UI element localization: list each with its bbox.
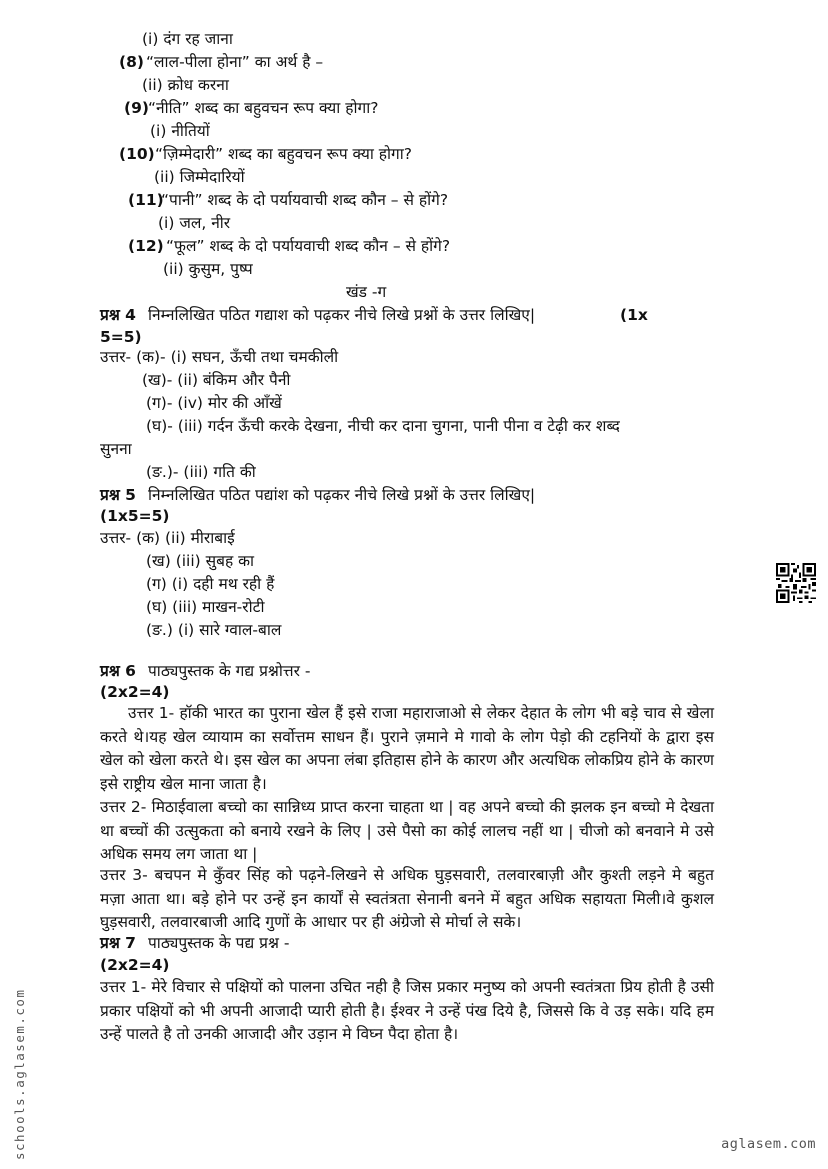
- answer-6-3: उत्तर 3- बचपन मे कुँवर सिंह को पढ़ने-लिखने से अधिक घुड़सवारी, तलवारबाज़ी और कुश्ती लड़ने मे बहुत मज़ा आता था। बड़े होने पर उन्हें इन कार्यों से स्वतंत्रता सेनानी बनने में बहुत अधिक सहायता मिली।वे कुशल घुड़सवारी, तलवारबाजी आदि गुणों के आधार पर ही अंग्रेजो से मोर्चा ले सके।: [100, 866, 714, 932]
- question-6-text: पाठ्यपुस्तक के गद्य प्रश्नोत्तर -: [148, 662, 311, 680]
- section-heading: खंड -ग: [346, 283, 387, 301]
- question-9-text: “नीति” शब्द का बहुवचन रूप क्या होगा?: [148, 99, 379, 117]
- question-8-text: “लाल-पीला होना” का अर्थ है –: [146, 53, 324, 71]
- answer-12: (ii) कुसुम, पुष्प: [163, 260, 253, 278]
- question-4-number: प्रश्न 4: [100, 306, 136, 324]
- question-4-marks-cont: 5=5): [100, 328, 142, 346]
- answer-6-2: उत्तर 2- मिठाईवाला बच्चो का सान्निध्य प्राप्त करना चाहता था | वह अपने बच्चो की झलक इन बच्चो मे देखता था बच्चों की उत्सुकता को बनाये रखने के लिए | उसे पैसो का कोई लालच नहीं था | चीजो को बनवाने मे उसे अधिक समय लग जाता था |: [100, 798, 714, 864]
- question-10-number: (10): [119, 145, 155, 163]
- answer-7-1: उत्तर 1- मेरे विचार से पक्षियों को पालना उचित नही है जिस प्रकार मनुष्य को अपनी स्वतंत्रता प्रिय होती है उसी प्रकार पक्षियों को भी अपनी आजादी प्यारी होती है। ईश्वर ने उन्हें पंख दिये है, जिससे कि वे उड़ सके। यदि हम उन्हें पालते है तो उनकी आजादी और उड़ान मे विघ्न पैदा होता है।: [100, 978, 714, 1044]
- question-12-number: (12): [128, 237, 164, 255]
- answer-9: (i) नीतियों: [150, 122, 210, 140]
- answer-4-nga: (ङ.)- (iii) गति की: [146, 463, 256, 481]
- answer-6-1: उत्तर 1- हॉकी भारत का पुराना खेल हैं इसे राजा महाराजाओ से लेकर देहात के लोग भी बड़े चाव से खेला करते थे।यह खेल व्यायाम का सर्वोत्तम साधन हैं। पुराने ज़माने मे गावो के लोग पेड़ो की टहनियों के द्वारा इस खेल को खेला करते थे। इस खेल का अपना लंबा इतिहास होने के कारण और अत्यधिक लोकप्रिय होने के कारण इसे राष्ट्रीय खेल माना जाता है।: [100, 704, 714, 793]
- answer-4-gha-cont: सुनना: [100, 440, 132, 458]
- question-5-text: निम्नलिखित पठित पद्यांश को पढ़कर नीचे लिखे प्रश्नों के उत्तर लिखिए|: [148, 486, 536, 504]
- footer-watermark: aglasem.com: [721, 1136, 816, 1152]
- question-4-marks: (1x: [620, 306, 648, 324]
- side-watermark: schools.aglasem.com: [12, 988, 27, 1160]
- answer-4-gha: (घ)- (iii) गर्दन ऊँची करके देखना, नीची कर दाना चुगना, पानी पीना व टेढ़ी कर शब्द: [146, 417, 620, 435]
- answer-11: (i) जल, नीर: [158, 214, 231, 232]
- question-4-text: निम्नलिखित पठित गद्याश को पढ़कर नीचे लिखे प्रश्नों के उत्तर लिखिए|: [148, 306, 536, 324]
- question-11-number: (11): [128, 191, 164, 209]
- answer-8: (ii) क्रोध करना: [142, 76, 229, 94]
- question-12-text: “फूल” शब्द के दो पर्यायवाची शब्द कौन – से होंगे?: [166, 237, 451, 255]
- answer-5-ka: उत्तर- (क) (ii) मीराबाई: [100, 529, 235, 547]
- answer-4-ga: (ग)- (iv) मोर की आँखें: [146, 394, 282, 412]
- question-11-text: “पानी” शब्द के दो पर्यायवाची शब्द कौन – से होंगे?: [161, 191, 449, 209]
- answer-5-kha: (ख) (iii) सुबह का: [146, 552, 255, 570]
- question-8-number: (8): [119, 53, 144, 71]
- answer-7: (i) दंग रह जाना: [142, 30, 233, 48]
- question-7-marks: (2x2=4): [100, 956, 170, 974]
- answer-5-ga: (ग) (i) दही मथ रही हैं: [146, 575, 275, 593]
- question-7-number: प्रश्न 7: [100, 934, 136, 952]
- question-9-number: (9): [124, 99, 149, 117]
- answer-5-gha: (घ) (iii) माखन-रोटी: [146, 598, 265, 616]
- answer-5-nga: (ङ.) (i) सारे ग्वाल-बाल: [146, 621, 282, 639]
- question-6-number: प्रश्न 6: [100, 662, 136, 680]
- question-6-marks: (2x2=4): [100, 683, 170, 701]
- question-7-text: पाठ्यपुस्तक के पद्य प्रश्न -: [148, 934, 290, 952]
- question-10-text: “ज़िम्मेदारी” शब्द का बहुवचन रूप क्या होगा?: [155, 145, 412, 163]
- answer-4-ka: उत्तर- (क)- (i) सघन, ऊँची तथा चमकीली: [100, 348, 339, 366]
- answer-4-kha: (ख)- (ii) बंकिम और पैनी: [142, 371, 291, 389]
- question-5-number: प्रश्न 5: [100, 486, 136, 504]
- qr-code-icon[interactable]: [776, 563, 816, 603]
- question-5-marks: (1x5=5): [100, 507, 170, 525]
- answer-10: (ii) जिम्मेदारियों: [154, 168, 245, 186]
